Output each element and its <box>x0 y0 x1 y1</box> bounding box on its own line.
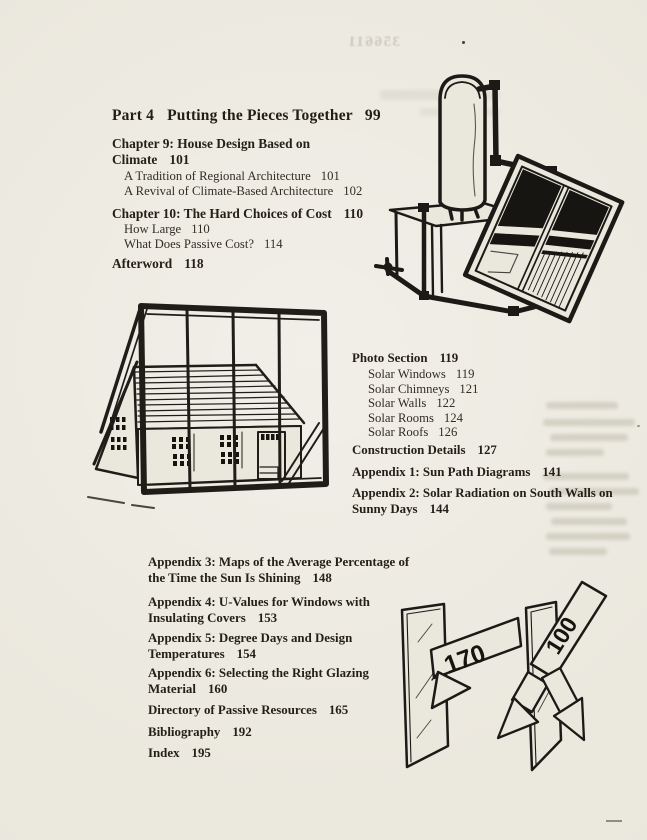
scan-speck <box>606 820 622 822</box>
part-page: 99 <box>364 107 381 124</box>
entry-page: 119 <box>439 351 459 365</box>
entry-page: 121 <box>459 381 479 396</box>
scan-speck <box>462 41 465 44</box>
entry-page: 114 <box>264 237 283 251</box>
entry-page: 102 <box>343 184 363 198</box>
toc-entry-directory <box>148 703 348 719</box>
ghost-stamp: 356611 <box>346 34 400 50</box>
toc-entry-photo-section <box>352 351 458 367</box>
entry-label: Appendix 1: Sun Path Diagrams <box>352 465 531 479</box>
entry-page: 101 <box>320 169 340 183</box>
toc-entry-appendix1 <box>352 465 562 481</box>
entry-page: 153 <box>257 610 278 625</box>
toc-subentry <box>124 222 283 237</box>
toc-subentry <box>368 367 478 382</box>
entry-label: How Large <box>124 222 182 236</box>
toc-subentry <box>124 169 362 184</box>
entry-page: 118 <box>184 256 204 271</box>
toc-entry-chapter10 <box>112 206 363 222</box>
entry-page: 124 <box>443 410 463 425</box>
entry-page: 127 <box>477 443 497 457</box>
toc-subentry <box>368 382 478 397</box>
toc-entry-afterword <box>112 256 204 272</box>
entry-label: Appendix 3: Maps of the Average Percentage of the Time the Sun Is Shining <box>148 555 410 585</box>
water-heater-illustration <box>366 60 646 322</box>
entry-label: Solar Windows <box>368 367 446 381</box>
entry-label: Appendix 6: Selecting the Right Glazing Material <box>148 666 369 696</box>
entry-label: Solar Walls <box>368 396 427 410</box>
toc-entry-appendix3 <box>148 555 426 586</box>
entry-label: Directory of Passive Resources <box>148 703 317 717</box>
entry-page: 141 <box>542 465 562 479</box>
toc-subentry <box>368 411 478 426</box>
entry-page: 154 <box>236 646 256 661</box>
toc-subentry <box>368 425 478 440</box>
entry-page: 119 <box>455 367 475 381</box>
toc-sublist-chapter10 <box>124 222 283 252</box>
entry-label: Afterword <box>112 256 173 271</box>
entry-page: 110 <box>191 222 210 236</box>
toc-entry-appendix2 <box>352 486 624 517</box>
entry-label: Appendix 4: U-Values for Windows with Insulating Covers <box>148 595 370 625</box>
glazing-arrows-illustration <box>386 580 646 798</box>
entry-label: A Revival of Climate-Based Architecture <box>124 184 334 198</box>
toc-entry-index <box>148 746 211 762</box>
entry-page: 144 <box>429 501 449 516</box>
entry-page: 110 <box>343 206 364 221</box>
entry-label: Photo Section <box>352 351 428 365</box>
entry-label: Solar Rooms <box>368 410 434 425</box>
toc-entry-bibliography <box>148 725 252 741</box>
toc-entry-construction-details <box>352 443 497 459</box>
oblique-gain-value: 100 <box>540 612 583 659</box>
entry-label: Solar Roofs <box>368 425 429 439</box>
entry-label: Construction Details <box>352 443 466 457</box>
entry-page: 101 <box>169 152 190 167</box>
entry-page: 192 <box>232 725 252 739</box>
entry-page: 165 <box>328 703 349 717</box>
entry-page: 122 <box>436 396 456 410</box>
entry-page: 195 <box>191 746 211 760</box>
entry-page: 160 <box>207 681 228 696</box>
toc-entry-chapter9 <box>112 136 344 168</box>
entry-label: Appendix 5: Degree Days and Design Temperatures <box>148 631 353 661</box>
toc-sublist-photo <box>368 367 478 440</box>
entry-label: Chapter 9: House Design Based on Climate <box>112 136 311 167</box>
toc-subentry <box>124 237 283 252</box>
toc-entry-part4 <box>112 107 381 125</box>
entry-label: Appendix 2: Solar Radiation on South Walls on Sunny Days <box>352 486 613 516</box>
entry-label: Chapter 10: The Hard Choices of Cost <box>112 206 332 221</box>
toc-entry-appendix4 <box>148 595 396 626</box>
glazed-house-illustration <box>74 301 366 513</box>
part-kicker: Part 4 <box>112 107 155 124</box>
entry-label: What Does Passive Cost? <box>124 237 255 251</box>
entry-label: Solar Chimneys <box>368 381 450 396</box>
scan-speck <box>637 425 640 427</box>
entry-page: 148 <box>312 570 332 585</box>
toc-entry-appendix6 <box>148 666 394 697</box>
entry-label: Index <box>148 746 180 760</box>
toc-subentry <box>368 396 478 411</box>
toc-subentry <box>124 184 362 199</box>
entry-label: Bibliography <box>148 725 221 739</box>
toc-sublist-chapter9 <box>124 169 362 199</box>
part-title: Putting the Pieces Together <box>167 107 353 124</box>
entry-label: A Tradition of Regional Architecture <box>124 169 311 183</box>
direct-gain-value: 170 <box>440 639 490 680</box>
toc-entry-appendix5 <box>148 631 386 662</box>
entry-page: 126 <box>438 425 458 439</box>
